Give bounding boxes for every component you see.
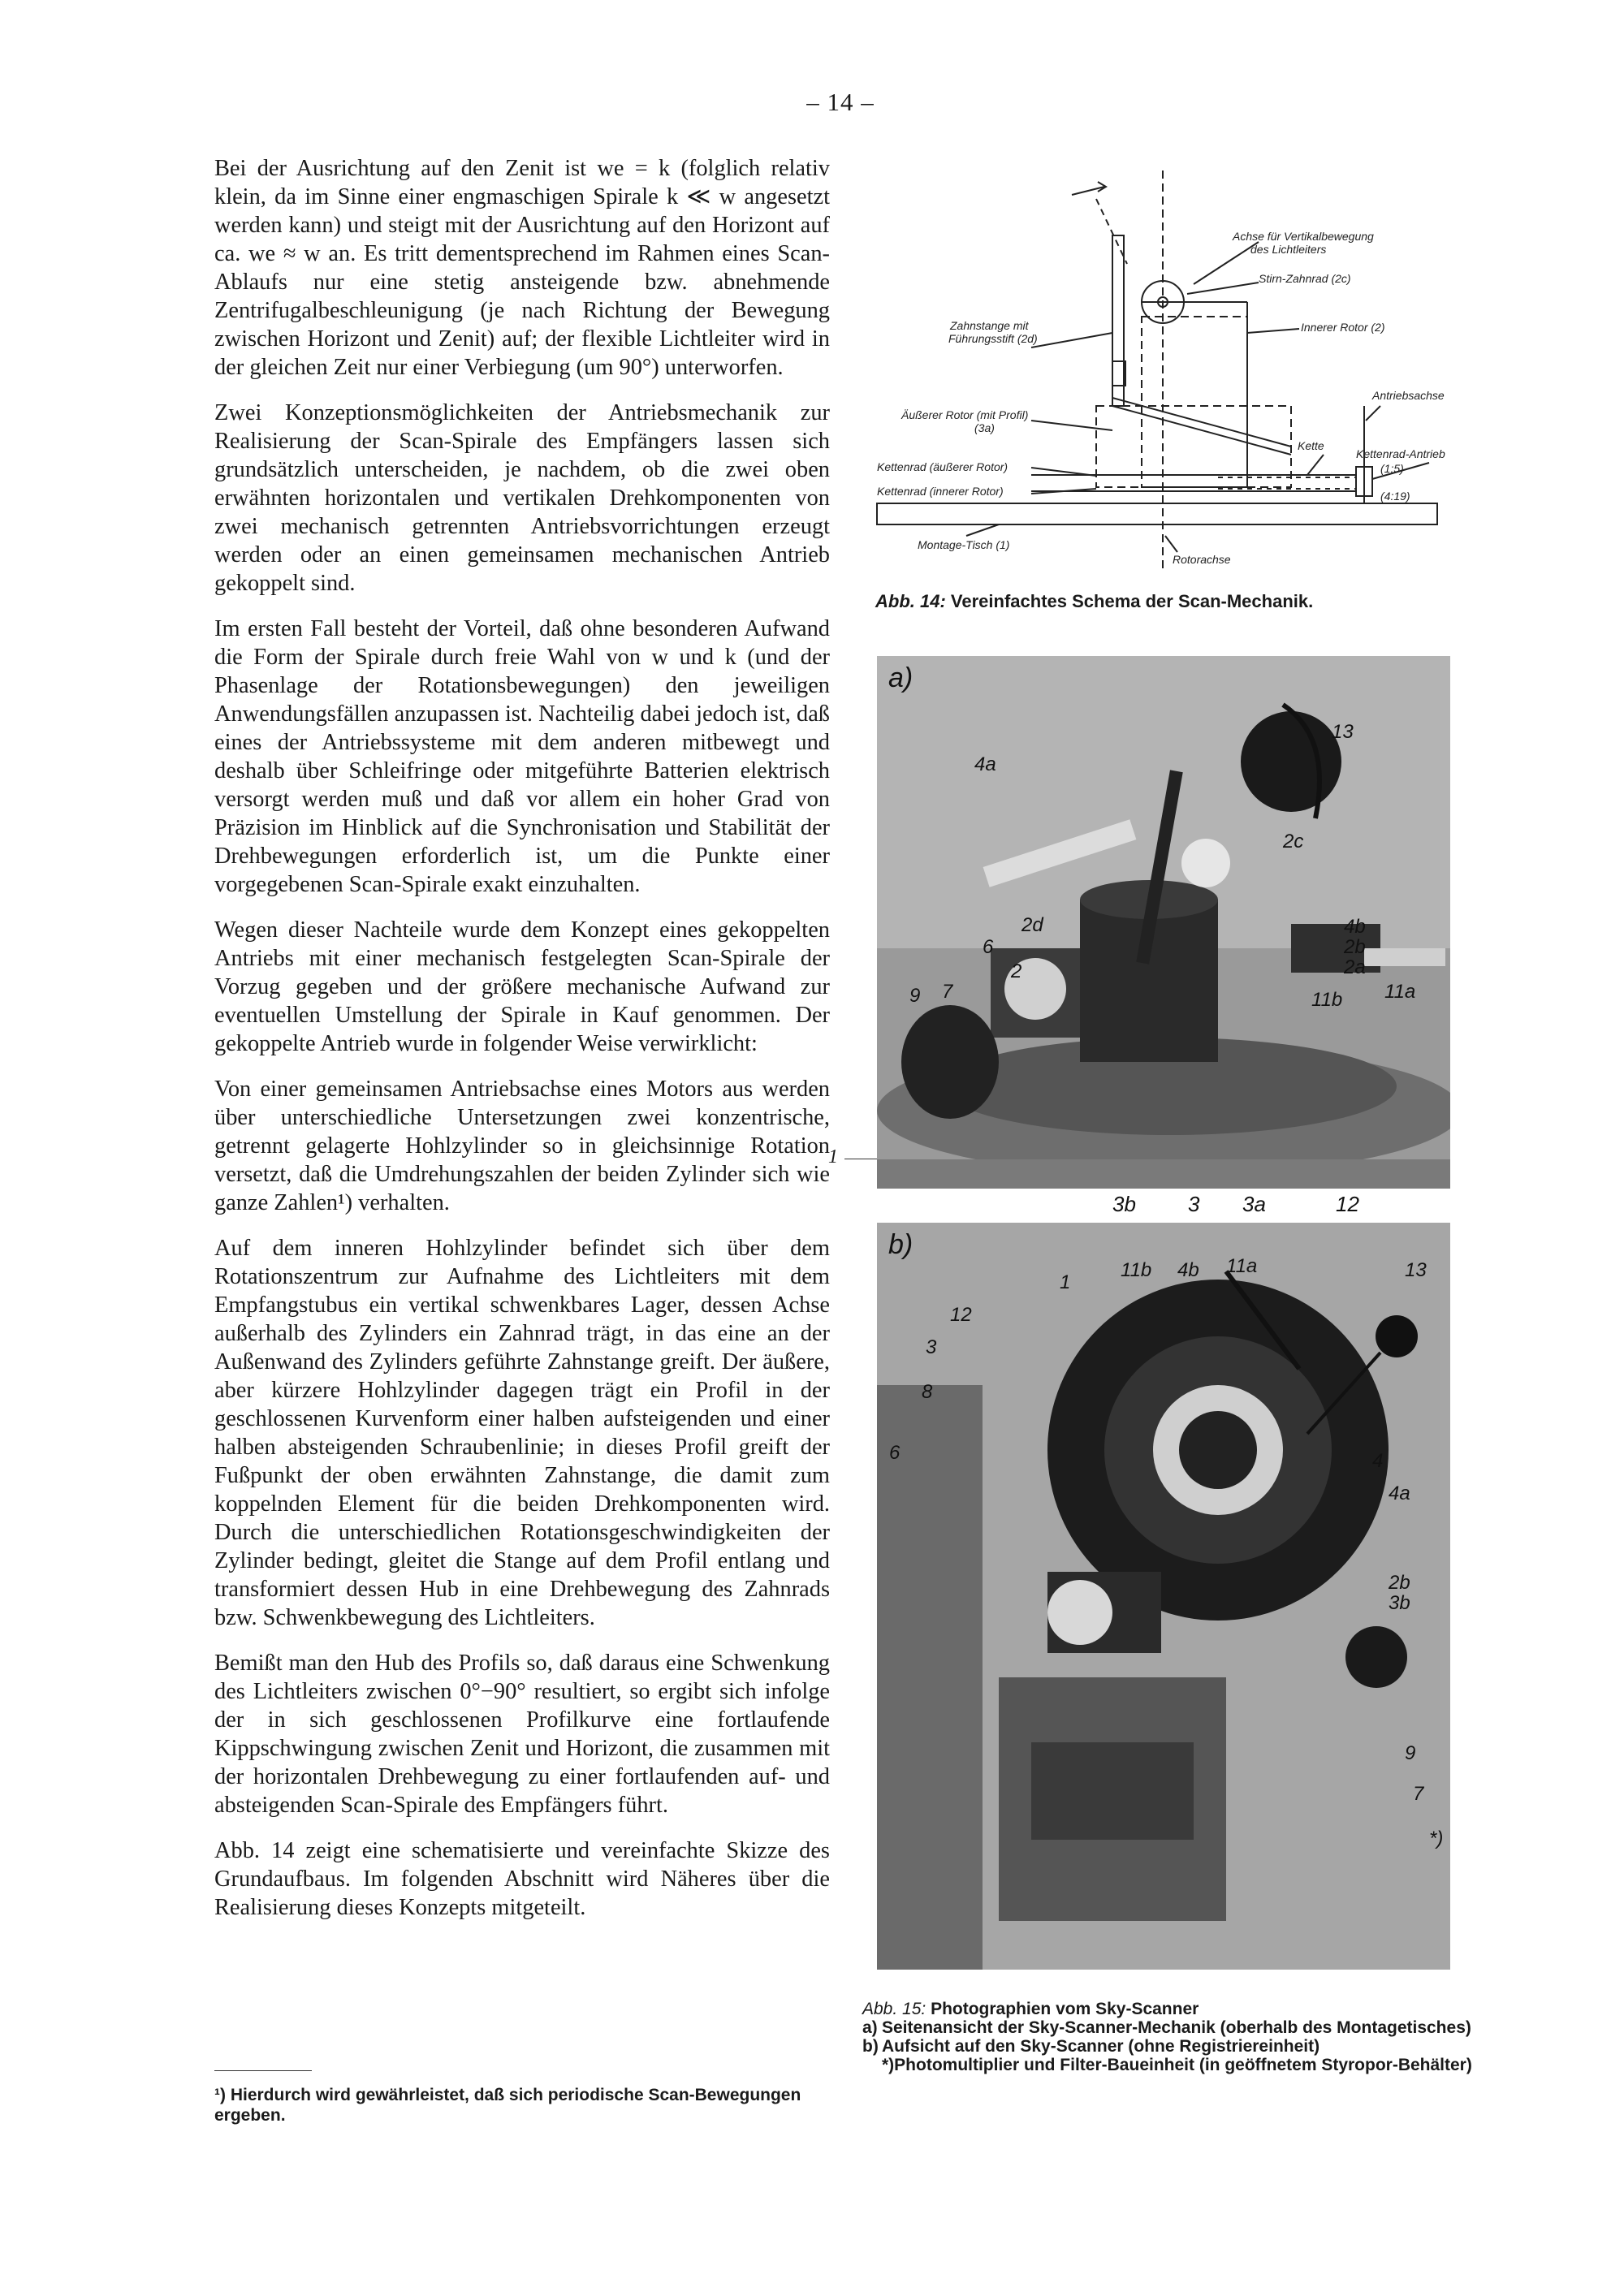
label-aeusserer-rotor: Äußerer Rotor (mit Profil): [901, 408, 1029, 421]
photo-b-callout-0: 1: [1060, 1271, 1071, 1293]
figure-14-caption: [875, 591, 1460, 612]
photo-b-callout-8: 6: [889, 1442, 901, 1464]
photo-a-callout-11: 11b: [1311, 989, 1343, 1011]
footnote-rule: [214, 2070, 312, 2071]
footnote: ¹) Hierdurch wird gewährleistet, daß sich periodische Scan-Bewegungen ergeben.: [214, 2086, 801, 2125]
photo-b-callout-11: 2b: [1389, 1572, 1410, 1594]
paragraph-8: Abb. 14 zeigt eine schematisierte und vereinfachte Skizze des Grundaufbaus. Im folgenden Abschnitt wird Näheres über die Realisierung dieses Konzepts mitgeteilt.: [214, 1838, 830, 1920]
photo-a-label: a): [888, 662, 914, 693]
photo-b-callout-15: *): [1429, 1828, 1444, 1849]
caption-item-star: *)Photomultiplier und Filter-Baueinheit (in geöffnetem Styropor-Behälter): [882, 2056, 1472, 2074]
label-zahnstange: Zahnstange mit: [950, 319, 1029, 332]
photo-b-callout-9: 4: [1372, 1450, 1384, 1472]
page-number: – 14 –: [806, 88, 875, 116]
photo-a-callout-0: 4a: [974, 753, 996, 775]
photo-a-callout-2: 2c: [1283, 831, 1304, 852]
photo-a-callout-4: 6: [983, 936, 994, 958]
paragraph-1: Bei der Ausrichtung auf den Zenit ist we = k (folglich relativ klein, da im Sinne einer engmaschigen Spirale k ≪ w angesetzt werden kann) und steigt mit der Ausrichtung auf den Horizont auf ca. we ≈ w an. Es tritt dementsprechend im Rahmen eines Scan-Ablaufs nur eine stetig ansteigende bzw. abnehmende Zentrifugalbeschleunigung (je nach Richtung der Bewegung zwischen Horizont und Zenit) auf; der flexible Lichtleiter wird in der gleichen Zeit nur einer Verbiegung (um 90°) unterworfen.: [214, 156, 830, 380]
paragraph-5: Von einer gemeinsamen Antriebsachse eines Motors aus werden über unterschiedliche Untersetzungen zwei konzentrische, getrennt gelagerte Hohlzylinder so in gleichsinnige Rotation versetzt, daß die Umdrehungszahlen der beiden Zylinder sich wie ganze Zahlen¹) verhalten.: [214, 1077, 830, 1215]
photo-a-callout-1: 13: [1332, 721, 1354, 743]
label-kettenrad-innen: Kettenrad (innerer Rotor): [877, 485, 1004, 498]
paragraph-3: Im ersten Fall besteht der Vorteil, daß ohne besonderen Aufwand die Form der Spirale durch freie Wahl von w und k (und der Phasenlage der Rotationsbewegungen) den jeweiligen Anwendungsfällen anzupassen ist. Nachteilig dabei jedoch ist, daß eines der Antriebssysteme mit dem anderen mitbewegt und deshalb über Schleifringe oder mitgeführte Batterien elektrisch versorgt werden muß und daß vor allem ein hoher Grad von Präzision im Hinblick auf die Synchronisation und Stabilität der Drehbewegungen erforderlich ist, um die Punkte einer vorgegebenen Scan-Spirale exakt einzuhalten.: [214, 616, 830, 897]
paragraph-2: Zwei Konzeptionsmöglichkeiten der Antriebsmechanik zur Realisierung der Scan-Spirale des Empfängers lassen sich grundsätzlich unterscheiden, je nachdem, ob die zwei oben erwähnten horizontalen und vertikalen Drehkomponenten von zwei mechanisch getrennten Antriebsvorrichtungen erzeugt werden oder an einen gemeinsamen mechanischen Antrieb gekoppelt sind.: [214, 400, 830, 596]
label-stirn-zahnrad: Stirn-Zahnrad (2c): [1259, 272, 1351, 285]
paragraph-7: Bemißt man den Hub des Profils so, daß daraus eine Schwenkung des Lichtleiters zwischen 0°−90° resultiert, so ergibt sich infolge der in sich geschlossenen Profilkurve eine fortlaufende Kippschwingung zwischen Zenit und Horizont, die zusammen mit der horizontalen Drehbewegung zu einer fortlaufenden auf- und absteigenden Scan-Spirale des Empfängers führt.: [214, 1651, 830, 1818]
caption-item-b: b) Aufsicht auf den Sky-Scanner (ohne Registriereinheit): [862, 2037, 1320, 2056]
photo-a-side-view: [877, 656, 1450, 1189]
label-achse: Achse für Vertikalbewegung: [1233, 230, 1374, 243]
label-achse-2: des Lichtleiters: [1250, 243, 1327, 256]
photo-b-callout-10: 4a: [1389, 1482, 1410, 1504]
callout-3b: 3b: [1112, 1192, 1136, 1216]
schematic-drawing: [869, 162, 1453, 585]
photo-b-callout-4: 13: [1405, 1259, 1427, 1281]
figure-14-text: Vereinfachtes Schema der Scan-Mechanik.: [950, 591, 1314, 611]
label-zahnstange-2: Führungsstift (2d): [948, 332, 1038, 345]
photo-b-callout-5: 12: [950, 1304, 972, 1326]
scan-mechanics-schematic: [869, 162, 1453, 585]
photo-b-callout-7: 8: [922, 1381, 933, 1403]
margin-mark: 1: [828, 1146, 838, 1167]
photo-a-callout-9: 9: [909, 985, 921, 1007]
label-aeusserer-rotor-2: (3a): [974, 421, 995, 434]
photo-b-label: b): [888, 1229, 914, 1260]
photo-a-callout-6: 4b: [1344, 916, 1366, 938]
figure-15-caption: [862, 2000, 1479, 2074]
callout-12: 12: [1336, 1192, 1359, 1216]
photo-b-callout-12: 3b: [1389, 1592, 1410, 1614]
photo-a-callout-10: 7: [942, 981, 953, 1003]
figure-15-title: Photographien vom Sky-Scanner: [931, 2000, 1199, 2018]
callout-3: 3: [1188, 1192, 1200, 1216]
figure-14-label: Abb. 14:: [875, 591, 946, 611]
photo-a-callout-3: 2d: [1021, 914, 1043, 936]
photo-b-callout-14: 7: [1413, 1783, 1424, 1805]
photo-b-callout-13: 9: [1405, 1742, 1416, 1764]
paragraph-6: Auf dem inneren Hohlzylinder befindet sich über dem Rotationszentrum zur Aufnahme des Lichtleiters mit dem Empfangstubus ein vertikal schwenkbares Lager, dessen Achse außerhalb des Zylinders ein Zahnrad trägt, in das eine an der Außenwand des Zylinders geführte Zahnstange greift. Der äußere, aber kürzere Hohlzylinder dagegen trägt ein Profil in der geschlossenen Kurvenform einer halben aufsteigenden und einer halben absteigenden Schraubenlinie; in dieses Profil greift der Fußpunkt der oben erwähnten Zahnstange, die damit zum koppelnden Element für die beiden Drehkomponenten wird. Durch die unterschiedlichen Rotationsgeschwindigkeiten der Zylinder bedingt, gleitet die Stange auf dem Profil entlang und transformiert dessen Hub in eine Drehbewegung des Zahnrads bzw. Schwenkbewegung des Lichtleiters.: [214, 1236, 830, 1630]
label-montage-tisch: Montage-Tisch (1): [918, 538, 1010, 551]
photo-b-callout-6: 3: [926, 1336, 937, 1358]
label-kettenrad-antrieb: Kettenrad-Antrieb: [1356, 447, 1445, 460]
caption-item-a: a) Seitenansicht der Sky-Scanner-Mechanik (oberhalb des Montagetisches): [862, 2018, 1471, 2037]
photo-b-top-view: [877, 1223, 1450, 1970]
photo-b-callout-1: 11b: [1121, 1259, 1152, 1281]
label-rotorachse: Rotorachse: [1173, 553, 1231, 566]
label-ratio-1: (1:5): [1380, 462, 1404, 475]
photo-b-callout-3: 11a: [1226, 1255, 1258, 1277]
photo-a-callout-12: 11a: [1384, 981, 1416, 1003]
photo-a-callout-8: 2a: [1344, 956, 1366, 978]
body-text-column: [214, 154, 830, 1939]
photo-a-callout-7: 2b: [1344, 936, 1366, 958]
label-antriebsachse: Antriebsachse: [1372, 389, 1445, 402]
callout-3a: 3a: [1242, 1192, 1266, 1216]
label-kettenrad-aussen: Kettenrad (äußerer Rotor): [877, 460, 1009, 473]
photo-b-drawing: [877, 1223, 1450, 1970]
figure-15-label: Abb. 15:: [862, 2000, 926, 2018]
photo-a-bottom-callouts: [877, 1192, 1450, 1219]
paragraph-4: Wegen dieser Nachteile wurde dem Konzept eines gekoppelten Antriebs mit einer mechanisch festgelegten Scan-Spirale der Vorzug gegeben und der größere mechanische Aufwand zur eventuellen Umstellung der Spirale in Kauf genommen. Der gekoppelte Antrieb wurde in folgender Weise verwirklicht:: [214, 917, 830, 1056]
label-kette: Kette: [1298, 439, 1324, 452]
label-ratio-2: (4:19): [1380, 490, 1410, 503]
label-innerer-rotor: Innerer Rotor (2): [1301, 321, 1385, 334]
photo-a-callout-5: 2: [1011, 960, 1022, 982]
photo-b-callout-2: 4b: [1177, 1259, 1199, 1281]
